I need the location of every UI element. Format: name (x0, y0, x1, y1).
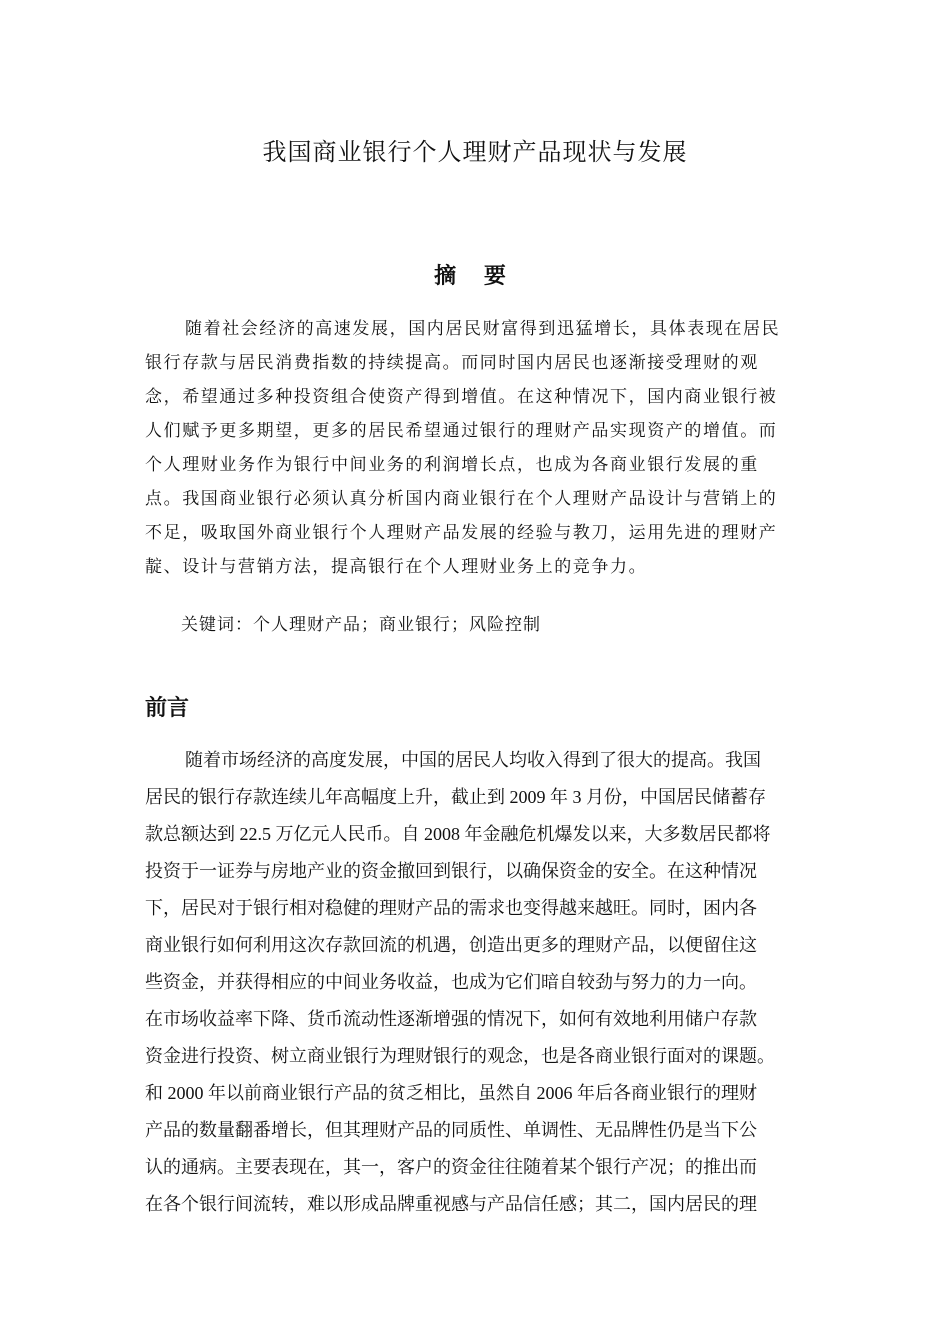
abstract-line: 靛、设计与营销方法，提高银行在个人理财业务上的竞争力。 (145, 557, 648, 577)
preface-line: 资金进行投资、树立商业银行为理财银行的观念，也是各商业银行面对的课题。 (145, 1046, 775, 1066)
abstract-line: 银行存款与居民消费指数的持续提高。而同时国内居民也逐渐接受理财的观 (145, 353, 759, 373)
abstract-line: 人们赋予更多期望，更多的居民希望通过银行的理财产品实现资产的增值。而 (145, 421, 778, 441)
abstract-body (145, 312, 805, 584)
preface-line: 些资金，并获得相应的中间业务收益，也成为它们暗自较劲与努力的力一向。 (145, 972, 757, 992)
preface-line: 在各个银行间流转，难以形成品牌重视感与产品信任感；其二，国内居民的理 (145, 1194, 757, 1214)
preface-line: 下，居民对于银行相对稳健的理财产品的需求也变得越来越旺。同时，困内各 (145, 898, 757, 918)
preface-body (145, 742, 825, 1223)
preface-line: 随着市场经济的高度发展，中国的居民人均收入得到了很大的提高。我国 (185, 750, 761, 770)
keywords-line: 关键词：个人理财产品；商业银行；风险控制 (181, 615, 541, 635)
abstract-heading: 摘 要 (434, 264, 516, 289)
preface-line: 款总额达到 22.5 万亿元人民币。自 2008 年金融危机爆发以来，大多数居民都将 (145, 824, 771, 844)
abstract-line: 随着社会经济的高速发展，国内居民财富得到迅猛增长，具体表现在居民 (185, 319, 781, 339)
preface-line: 产品的数量翻番增长，但其理财产品的同质性、单调性、无品牌性仍是当下公 (145, 1120, 757, 1140)
preface-line: 认的通病。主要表现在，其一，客户的资金往往随着某个银行产况；的推出而 (145, 1157, 757, 1177)
abstract-line: 念，希望通过多种投资组合使资产得到增值。在这种情况下，国内商业银行被 (145, 387, 778, 407)
abstract-line: 个人理财业务作为银行中间业务的利润增长点，也成为各商业银行发展的重 (145, 455, 759, 475)
preface-line: 居民的银行存款连续儿年高幅度上升，截止到 2009 年 3 月份，中国居民储蓄存 (145, 787, 766, 807)
document-title: 我国商业银行个人理财产品现状与发展 (262, 138, 688, 166)
abstract-line: 不足，吸取国外商业银行个人理财产品发展的经验与教刀，运用先进的理财产 (145, 523, 778, 543)
preface-line: 在市场收益率下降、货币流动性逐渐增强的情况下，如何有效地利用储户存款 (145, 1009, 757, 1029)
preface-line: 商业银行如何利用这次存款回流的机遇，创造出更多的理财产品，以便留住这 (145, 935, 757, 955)
preface-heading: 前言 (145, 696, 190, 721)
abstract-line: 点。我国商业银行必须认真分析国内商业银行在个人理财产品设计与营销上的 (145, 489, 778, 509)
preface-line: 和 2000 年以前商业银行产品的贫乏相比，虽然自 2006 年后各商业银行的理财 (145, 1083, 757, 1103)
preface-line: 投资于一证券与房地产业的资金撤回到银行，以确保资金的安全。在这种情况 (145, 861, 757, 881)
